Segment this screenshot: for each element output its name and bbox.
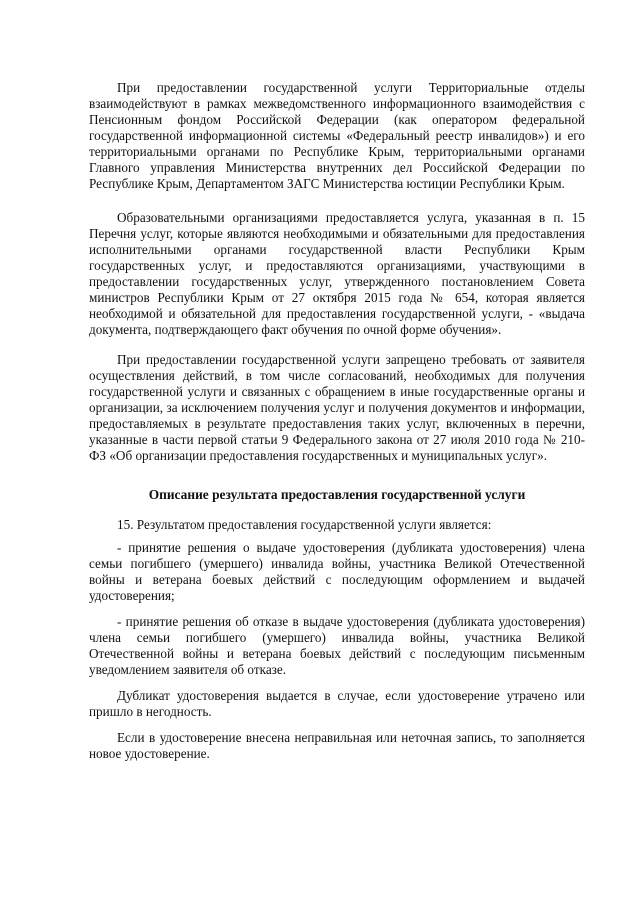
result-item-refusal: - принятие решения об отказе в выдаче удостоверения (дубликата удостоверения) члена семьи погибшего (умершего) инвалида войны, участника Великой Отечественной войны и ветерана боевых действий с последующим письменным уведомлением заявителя об отказе. <box>89 614 585 677</box>
paragraph-educational-organizations: Образовательными организациями предоставляется услуга, указанная в п. 15 Перечня услуг, которые являются необходимыми и обязательными для предоставления исполнительными органами государственной власти Республики Крым государственных услуг, и предоставляются организациями, участвующими в предоставлении государственных услуг, утвержденного постановлением Совета министров Республики Крым от 27 октября 2015 года № 654, которая является необходимой и обязательной для предоставления государственной услуги, - «выдача документа, подтверждающего факт обучения по очной форме обучения». <box>89 210 585 337</box>
paragraph-duplicate: Дубликат удостоверения выдается в случае, если удостоверение утрачено или пришло в негодность. <box>89 688 585 719</box>
paragraph-prohibited-requirements: При предоставлении государственной услуги запрещено требовать от заявителя осуществления действий, в том числе согласований, необходимых для получения государственной услуги и связанных с обращением в иные государственные органы и организации, за исключением получения услуг и получения документов и информации, предоставляемых в результате предоставления таких услуг, включенных в перечни, указанные в части первой статьи 9 Федерального закона от 27 июля 2010 года № 210-ФЗ «Об организации предоставления государственных и муниципальных услуг». <box>89 352 585 463</box>
paragraph-interagency-cooperation: При предоставлении государственной услуги Территориальные отделы взаимодействуют в рамках межведомственного информационного взаимодействия с Пенсионным фондом Российской Федерации (как оператором федеральной государственной информационной системы «Федеральный реестр инвалидов») и его территориальными органами по Республике Крым, территориальными органами Главного управления Министерства внутренних дел Российской Федерации по Республике Крым, Департаментом ЗАГС Министерства юстиции Республики Крым. <box>89 80 585 191</box>
result-item-issue: - принятие решения о выдаче удостоверения (дубликата удостоверения) члена семьи погибшего (умершего) инвалида войны, участника Великой Отечественной войны и ветерана боевых действий с последующим оформлением и выдачей удостоверения; <box>89 540 585 603</box>
section-heading: Описание результата предоставления государственной услуги <box>148 487 526 502</box>
result-intro: 15. Результатом предоставления государственной услуги является: <box>117 517 492 532</box>
paragraph-new-certificate: Если в удостоверение внесена неправильная или неточная запись, то заполняется новое удостоверение. <box>89 730 585 761</box>
